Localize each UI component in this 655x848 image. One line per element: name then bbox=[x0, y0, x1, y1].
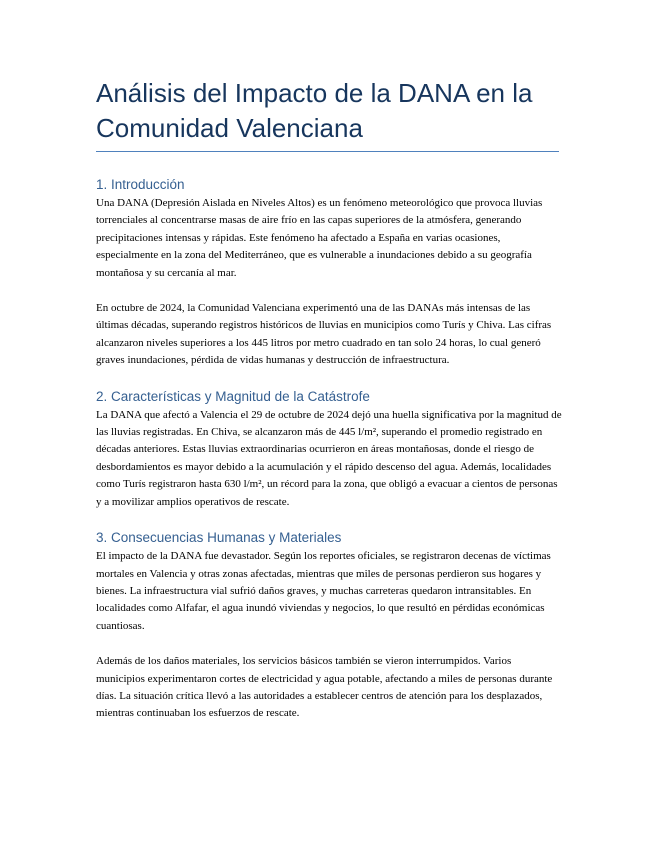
section-introduccion bbox=[96, 176, 562, 370]
section-heading: 1. Introducción bbox=[96, 177, 185, 192]
section-consecuencias bbox=[96, 529, 562, 723]
paragraph: La DANA que afectó a Valencia el 29 de octubre de 2024 dejó una huella significativa por la magnitud de las lluvias registradas. En Chiva, se alcanzaron más de 445 l/m², superando el promedio registrado en décadas anteriores. Estas lluvias extraordinarias ocurrieron en áreas montañosas, donde el riesgo de desbordamientos es mayor debido a la acumulación y el rápido descenso del agua. Además, localidades como Turís registraron hasta 630 l/m², un récord para la zona, que obligó a evacuar a cientos de personas y a movilizar amplios operativos de rescate. bbox=[96, 408, 562, 508]
paragraph: El impacto de la DANA fue devastador. Según los reportes oficiales, se registraron decenas de víctimas mortales en Valencia y otras zonas afectadas, mientras que miles de personas perdieron sus hogares y bienes. La infraestructura vial sufrió daños graves, y muchas carreteras quedaron intransitables. En localidades como Alfafar, el agua inundó viviendas y negocios, lo que resultó en pérdidas económicas cuantiosas. bbox=[96, 550, 551, 632]
paragraph: En octubre de 2024, la Comunidad Valenciana experimentó una de las DANAs más intensas de las últimas décadas, superando registros históricos de lluvias en municipios como Turís y Chiva. Las cifras alcanzaron niveles superiores a los 445 litros por metro cuadrado en tan solo 24 horas, lo cual generó graves inundaciones, pérdida de vidas humanas y destrucción de infraestructura. bbox=[96, 302, 552, 367]
paragraph: Una DANA (Depresión Aislada en Niveles Altos) es un fenómeno meteorológico que provoca lluvias torrenciales al concentrarse masas de aire frío en las capas superiores de la atmósfera, generando precipitaciones intensas y rápidas. Este fenómeno ha afectado a España en varias ocasiones, especialmente en la zona del Mediterráneo, que es vulnerable a inundaciones debido a su geografía montañosa y su cercanía al mar. bbox=[96, 197, 543, 279]
paragraph: Además de los daños materiales, los servicios básicos también se vieron interrumpidos. Varios municipios experimentaron cortes de electricidad y agua potable, afectando a miles de personas durante días. La situación crítica llevó a las autoridades a establecer centros de atención para los desplazados, mientras continuaban los esfuerzos de rescate. bbox=[96, 655, 553, 720]
document-body bbox=[96, 176, 562, 723]
section-caracteristicas bbox=[96, 388, 562, 511]
section-heading: 3. Consecuencias Humanas y Materiales bbox=[96, 530, 342, 546]
title-underline-rule bbox=[96, 151, 559, 152]
document-title: Análisis del Impacto de la DANA en la Comunidad Valenciana bbox=[96, 78, 533, 143]
section-heading: 2. Características y Magnitud de la Catástrofe bbox=[96, 388, 370, 404]
